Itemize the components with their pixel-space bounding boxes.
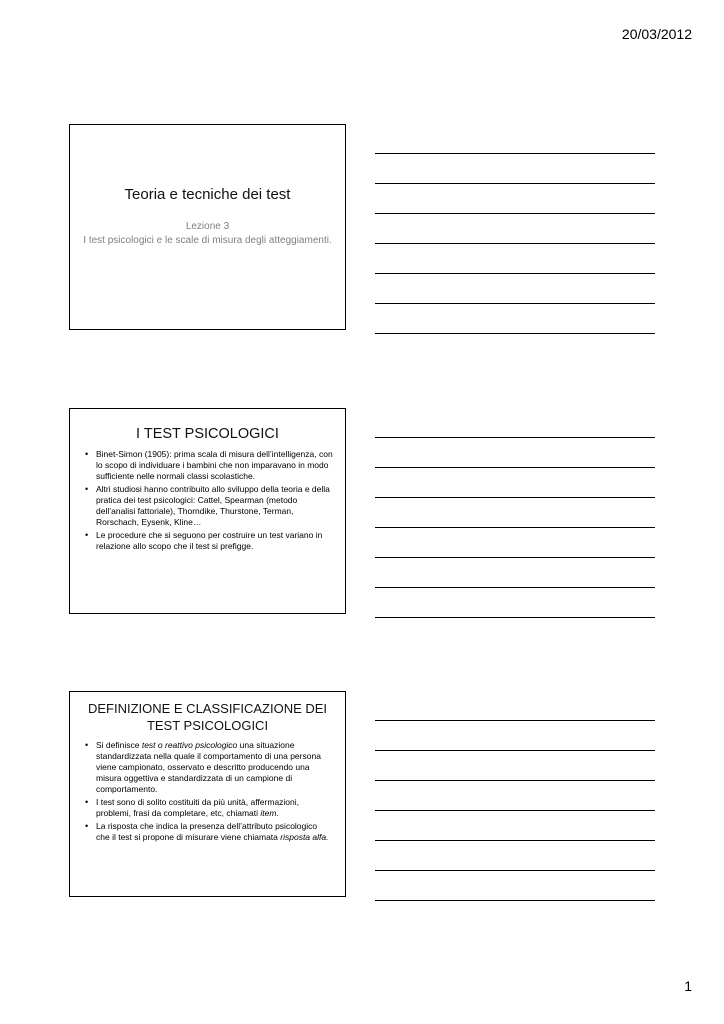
bullet-text: una situazione standardizzata nella quale il comportamento di una persona viene campionato, osservato e descritto producendo una misura oggettiva e standardizzata di un campione di comportamento. <box>96 740 321 794</box>
subtitle-line: I test psicologici e le scale di misura degli atteggiamenti. <box>83 235 332 246</box>
bullet-emphasis: item. <box>260 808 279 818</box>
bullet-text: Si definisce <box>96 740 142 750</box>
slide-subtitle <box>80 220 335 248</box>
bullet-item: • Altri studiosi hanno contribuito allo sviluppo della teoria e della pratica dei test psicologici: Cattel, Spearman (metodo dell’analisi fattoriale), Thorndike, Thurstone, Terman, Rorschach, Eysenk, Kline… <box>96 484 333 528</box>
bullet-list <box>70 740 345 843</box>
note-line <box>375 691 655 721</box>
bullet-emphasis: risposta alfa. <box>280 832 329 842</box>
bullet-emphasis: test o reattivo psicologico <box>141 740 238 750</box>
note-line <box>375 304 655 334</box>
note-line <box>375 244 655 274</box>
page-date: 20/03/2012 <box>621 26 692 42</box>
slide-thumbnail-3 <box>69 691 346 897</box>
note-line <box>375 588 655 618</box>
note-line <box>375 468 655 498</box>
bullet-text: I test sono di solito costituiti da più unità, affermazioni, problemi, frasi da completare, etc, chiamati <box>96 797 300 818</box>
notes-lines-3 <box>375 691 655 901</box>
slide-thumbnail-2 <box>69 408 346 614</box>
bullet-item <box>96 821 333 843</box>
note-line <box>375 781 655 811</box>
note-line <box>375 438 655 468</box>
note-line <box>375 274 655 304</box>
bullet-list <box>70 449 345 552</box>
bullet-item <box>96 740 333 795</box>
slide-title: Teoria e tecniche dei test <box>124 186 291 203</box>
note-line <box>375 558 655 588</box>
note-line <box>375 184 655 214</box>
slide-title: I TEST PSICOLOGICI <box>136 426 279 442</box>
page-number: 1 <box>684 978 692 994</box>
note-line <box>375 751 655 781</box>
note-line <box>375 721 655 751</box>
note-line <box>375 154 655 184</box>
note-line <box>375 498 655 528</box>
note-line <box>375 841 655 871</box>
bullet-item <box>96 797 333 819</box>
notes-lines-2 <box>375 408 655 618</box>
notes-lines-1 <box>375 124 655 334</box>
note-line <box>375 811 655 841</box>
note-line <box>375 528 655 558</box>
slide-thumbnail-1 <box>69 124 346 330</box>
subtitle-line: Lezione 3 <box>185 221 230 232</box>
bullet-item: • Le procedure che si seguono per costruire un test variano in relazione allo scopo che il test si prefigge. <box>96 530 333 552</box>
bullet-text: La risposta che indica la presenza dell’attributo psicologico che il test si propone di misurare viene chiamata <box>96 821 318 842</box>
note-line <box>375 214 655 244</box>
slide-title: DEFINIZIONE E CLASSIFICAZIONE DEI TEST PSICOLOGICI <box>87 701 328 733</box>
note-line <box>375 871 655 901</box>
note-line <box>375 124 655 154</box>
note-line <box>375 408 655 438</box>
bullet-item: • Binet-Simon (1905): prima scala di misura dell’intelligenza, con lo scopo di individuare i bambini che non imparavano in modo sufficiente nelle normali classi scolastiche. <box>96 449 333 482</box>
